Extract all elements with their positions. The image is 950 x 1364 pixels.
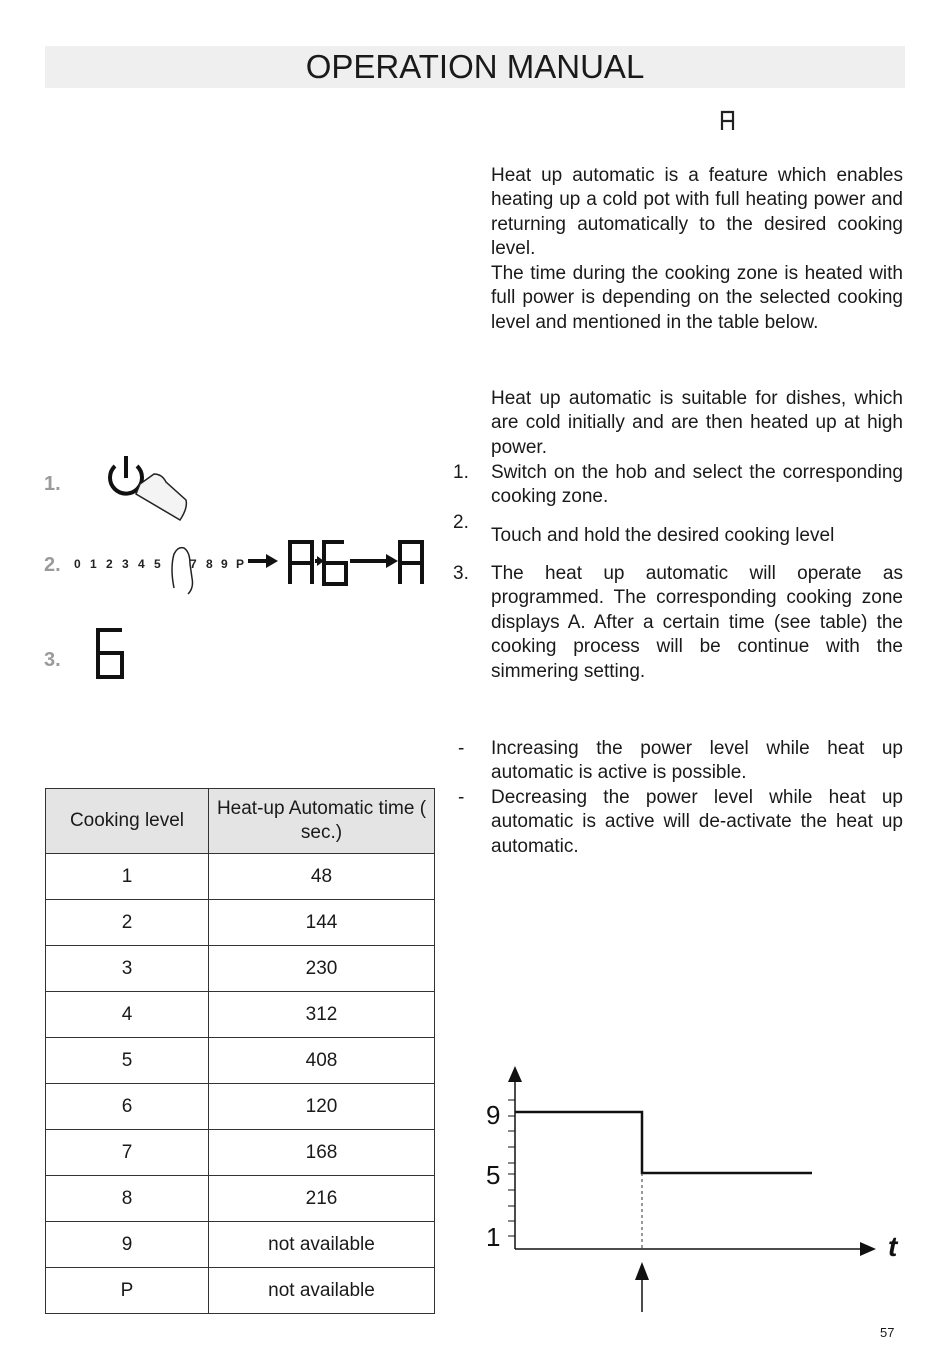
note-text: Increasing the power level while heat up automatic is active is possible. (491, 738, 903, 784)
digit-1: 1 (90, 557, 97, 571)
step-number: 2. (453, 512, 469, 533)
table-row (46, 1038, 435, 1084)
digit-7: 7 (190, 557, 197, 571)
step-text: The heat up automatic will operate as programmed. The corresponding cooking zone displays A. After a certain time (see table) the cooking process will be continue with the simmering setting. (491, 563, 903, 682)
table-row (46, 1130, 435, 1176)
x-axis-arrow (860, 1242, 876, 1256)
intro-paragraph-1: Heat up automatic is a feature which enables heating up a cold pot with full heating power and returning automatically to the desired cooking level. (491, 165, 903, 260)
cell-time: 216 (209, 1176, 435, 1222)
cell-level: 9 (46, 1222, 209, 1268)
table-row (46, 900, 435, 946)
heat-up-time-table (45, 788, 435, 1314)
cell-time: 120 (209, 1084, 435, 1130)
digit-9: 9 (221, 557, 228, 571)
cell-time: 144 (209, 900, 435, 946)
x-label-t: t (888, 1231, 898, 1262)
column-header: Cooking level (46, 789, 209, 854)
table-row (46, 992, 435, 1038)
intro-paragraph-3: Heat up automatic is suitable for dishes, which are cold initially and are then heated up at high power. (491, 388, 903, 458)
digit-5: 5 (154, 557, 161, 571)
y-label-5: 5 (486, 1160, 501, 1190)
table-row (46, 1222, 435, 1268)
arrow-right-icon (350, 554, 398, 568)
cell-time: not available (209, 1268, 435, 1314)
cell-level: 3 (46, 946, 209, 992)
y-label-1: 1 (486, 1222, 501, 1252)
table-row (46, 1084, 435, 1130)
cell-time: 168 (209, 1130, 435, 1176)
step-text: Switch on the hob and select the corresponding cooking zone. (491, 462, 903, 508)
cell-level: 4 (46, 992, 209, 1038)
illustration-label-1: 1. (44, 473, 61, 495)
cell-time: 408 (209, 1038, 435, 1084)
digit-4: 4 (138, 557, 145, 571)
table-header-row (46, 789, 435, 854)
digit-2: 2 (106, 557, 113, 571)
cell-time: not available (209, 1222, 435, 1268)
arrow-right-icon (248, 554, 278, 568)
page-number: 57 (880, 1325, 895, 1340)
step-number: 1. (453, 462, 469, 483)
table-row (46, 946, 435, 992)
cell-level: 5 (46, 1038, 209, 1084)
y-axis-arrow (508, 1066, 522, 1082)
note-bullet: - (458, 787, 465, 808)
table-row (46, 854, 435, 900)
cell-level: 6 (46, 1084, 209, 1130)
note-text: Decreasing the power level while heat up automatic is active will de-activate the heat up automatic. (491, 787, 903, 857)
cell-level: 1 (46, 854, 209, 900)
y-label-9: 9 (486, 1100, 501, 1130)
cell-time: 48 (209, 854, 435, 900)
steps-illustration (40, 448, 440, 688)
step-text: Touch and hold the desired cooking level (491, 525, 835, 546)
switch-time-arrow (635, 1262, 649, 1280)
power-time-graph (478, 1058, 918, 1318)
y-ticks (508, 1100, 515, 1236)
intro-paragraph-2: The time during the cooking zone is heated with full power is depending on the selected cooking level and mentioned in the table below. (491, 263, 903, 333)
digit-8: 8 (206, 557, 213, 571)
digit-p: P (236, 557, 245, 571)
column-header: Heat-up Automatic time ( sec.) (209, 789, 435, 854)
cell-level: 2 (46, 900, 209, 946)
table-row (46, 1176, 435, 1222)
power-level-line (515, 1112, 812, 1173)
cell-level: 8 (46, 1176, 209, 1222)
finger-press-icon (136, 474, 186, 520)
table-row (46, 1268, 435, 1314)
power-icon (110, 456, 142, 494)
digit-0: 0 (74, 557, 81, 571)
display-six-icon (98, 630, 122, 677)
step-number: 3. (453, 563, 469, 584)
illustration-label-2: 2. (44, 554, 61, 576)
cell-time: 312 (209, 992, 435, 1038)
cell-level: P (46, 1268, 209, 1314)
page-title: OPERATION MANUAL (45, 46, 905, 88)
cell-time: 230 (209, 946, 435, 992)
cell-level: 7 (46, 1130, 209, 1176)
mode-a-icon (718, 108, 738, 134)
digit-3: 3 (122, 557, 129, 571)
illustration-label-3: 3. (44, 649, 61, 671)
note-bullet: - (458, 738, 465, 759)
